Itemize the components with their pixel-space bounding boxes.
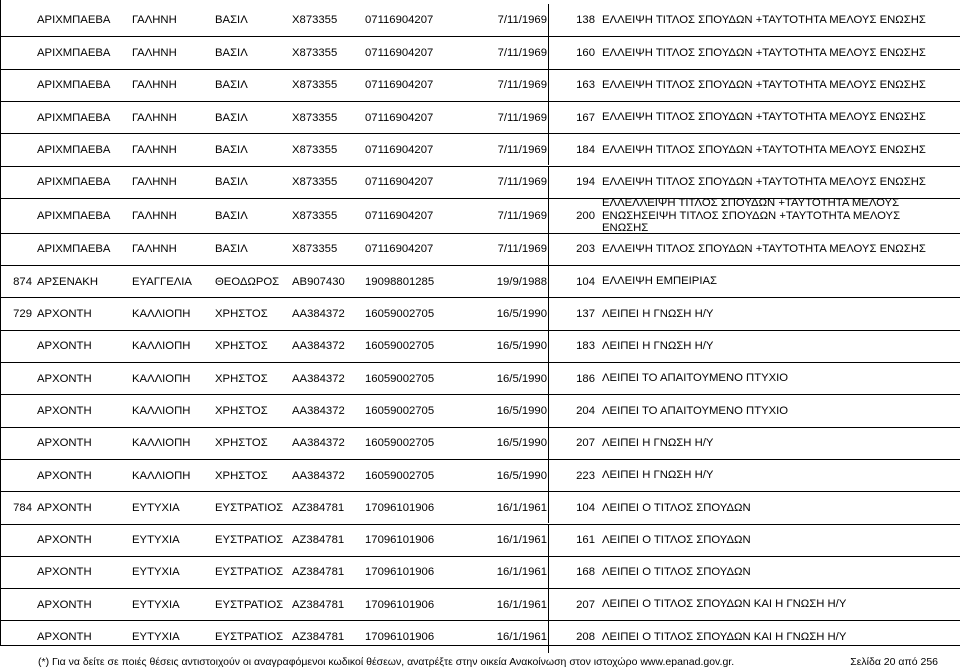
id-number-cell: ΑΖ384781 [292, 598, 345, 611]
first-name-cell: ΕΥΤΥΧΙΑ [132, 501, 180, 514]
birth-date-cell: 16/1/1961 [440, 589, 549, 620]
rejection-reason-cell: ΛΕΙΠΕΙ Ο ΤΙΤΛΟΣ ΣΠΟΥΔΩΝ [602, 501, 751, 514]
first-name-cell: ΓΑΛΗΝΗ [132, 111, 177, 124]
position-code-cell: 138 [576, 14, 595, 27]
row-id-cell [0, 460, 32, 491]
first-name-cell: ΓΑΛΗΝΗ [132, 143, 177, 156]
surname-cell: ΑΡΙΧΜΠΑΕΒΑ [37, 46, 111, 59]
row-id-cell [0, 167, 32, 198]
father-name-cell: ΧΡΗΣΤΟΣ [215, 308, 268, 321]
rejection-reason-cell: ΛΕΙΠΕΙ Ο ΤΙΤΛΟΣ ΣΠΟΥΔΩΝ [602, 566, 751, 579]
father-name-cell: ΒΑΣΙΛ [215, 14, 248, 27]
table-row [0, 233, 960, 265]
father-name-cell: ΒΑΣΙΛ [215, 176, 248, 189]
row-id-cell [0, 37, 32, 68]
surname-cell: ΑΡΙΧΜΠΑΕΒΑ [37, 176, 111, 189]
first-name-cell: ΓΑΛΗΝΗ [132, 176, 177, 189]
table-row [0, 69, 960, 101]
birth-date-cell: 16/1/1961 [440, 621, 549, 652]
rejection-reason-cell: ΛΕΙΠΕΙ Η ΓΝΩΣΗ Η/Υ [602, 436, 714, 449]
registry-number-cell: 17096101906 [365, 598, 435, 611]
registry-number-cell: 17096101906 [365, 566, 435, 579]
table-row [0, 101, 960, 133]
father-name-cell: ΧΡΗΣΤΟΣ [215, 340, 268, 353]
first-name-cell: ΓΑΛΗΝΗ [132, 243, 177, 256]
rejection-reason-cell: ΕΛΛΕΙΨΗ ΤΙΤΛΟΣ ΣΠΟΥΔΩΝ +ΤΑΥΤΟΤΗΤΑ ΜΕΛΟΥΣ ΕΝΩΣΗΣ [602, 111, 926, 124]
father-name-cell: ΒΑΣΙΛ [215, 46, 248, 59]
position-code-cell: 203 [576, 243, 595, 256]
table-row [0, 198, 960, 233]
table-row [0, 297, 960, 329]
row-id-cell [0, 589, 32, 620]
id-number-cell: Χ873355 [292, 243, 338, 256]
id-number-cell: Χ873355 [292, 143, 338, 156]
id-number-cell: Χ873355 [292, 176, 338, 189]
first-name-cell: ΕΥΤΥΧΙΑ [132, 631, 180, 644]
registry-number-cell: 16059002705 [365, 404, 435, 417]
table-row [0, 588, 960, 620]
surname-cell: ΑΡΙΧΜΠΑΕΒΑ [37, 111, 111, 124]
birth-date-cell: 16/1/1961 [440, 525, 549, 556]
id-number-cell: Χ873355 [292, 209, 338, 222]
surname-cell: ΑΡΧΟΝΤΗ [37, 372, 92, 385]
table-row [0, 133, 960, 165]
father-name-cell: ΘΕΟΔΩΡΟΣ [215, 275, 280, 288]
position-code-cell: 184 [576, 143, 595, 156]
surname-cell: ΑΡΙΧΜΠΑΕΒΑ [37, 79, 111, 92]
registry-number-cell: 07116904207 [365, 14, 434, 27]
first-name-cell: ΚΑΛΛΙΟΠΗ [132, 469, 191, 482]
registry-number-cell: 16059002705 [365, 372, 435, 385]
position-code-cell: 200 [576, 209, 595, 222]
surname-cell: ΑΡΙΧΜΠΑΕΒΑ [37, 14, 111, 27]
surname-cell: ΑΡΧΟΝΤΗ [37, 469, 92, 482]
position-code-cell: 223 [576, 469, 595, 482]
birth-date-cell: 7/11/1969 [440, 167, 549, 198]
rejection-reason-cell: ΕΛΛΕΙΨΗ ΤΙΤΛΟΣ ΣΠΟΥΔΩΝ +ΤΑΥΤΟΤΗΤΑ ΜΕΛΟΥΣ ΕΝΩΣΗΣ [602, 175, 926, 188]
id-number-cell: Χ873355 [292, 14, 338, 27]
rejection-reason-cell: ΕΛΛΕΛΛΕΙΨΗ ΤΙΤΛΟΣ ΣΠΟΥΔΩΝ +ΤΑΥΤΟΤΗΤΑ ΜΕΛΟΥΣ ΕΝΩΣΗΣΕΙΨΗ ΤΙΤΛΟΣ ΣΠΟΥΔΩΝ +ΤΑΥΤΟΤΗΤΑ ΜΕΛΟΥΣ ΕΝΩΣΗΣ [602, 197, 901, 235]
table-row [0, 524, 960, 556]
registry-number-cell: 17096101906 [365, 631, 435, 644]
table-row [0, 427, 960, 459]
birth-date-cell: 7/11/1969 [440, 4, 549, 36]
birth-date-cell: 7/11/1969 [440, 70, 549, 101]
row-id-cell [0, 102, 32, 133]
position-code-cell: 168 [576, 566, 595, 579]
position-code-cell: 183 [576, 340, 595, 353]
row-id-cell [0, 395, 32, 426]
surname-cell: ΑΡΧΟΝΤΗ [37, 340, 92, 353]
table-row [0, 362, 960, 394]
row-id-cell [0, 525, 32, 556]
surname-cell: ΑΡΧΟΝΤΗ [37, 437, 92, 450]
row-id-cell [0, 70, 32, 101]
rejection-reason-cell: ΛΕΙΠΕΙ Η ΓΝΩΣΗ Η/Υ [602, 340, 714, 353]
table-row [0, 459, 960, 491]
table-row [0, 394, 960, 426]
first-name-cell: ΕΥΤΥΧΙΑ [132, 534, 180, 547]
row-id-cell [0, 234, 32, 265]
position-code-cell: 161 [576, 534, 595, 547]
table-row [0, 4, 960, 36]
father-name-cell: ΧΡΗΣΤΟΣ [215, 404, 268, 417]
id-number-cell: Χ873355 [292, 46, 338, 59]
id-number-cell: ΑΑ384372 [292, 340, 345, 353]
birth-date-cell: 16/1/1961 [440, 492, 549, 523]
father-name-cell: ΕΥΣΤΡΑΤΙΟΣ [215, 534, 284, 547]
position-code-cell: 160 [576, 46, 595, 59]
id-number-cell: ΑΖ384781 [292, 501, 345, 514]
position-code-cell: 104 [576, 501, 595, 514]
father-name-cell: ΧΡΗΣΤΟΣ [215, 437, 268, 450]
father-name-cell: ΒΑΣΙΛ [215, 79, 248, 92]
first-name-cell: ΓΑΛΗΝΗ [132, 79, 177, 92]
table-row [0, 265, 960, 297]
id-number-cell: ΑΖ384781 [292, 566, 345, 579]
registry-number-cell: 07116904207 [365, 143, 434, 156]
birth-date-cell: 7/11/1969 [440, 234, 549, 265]
registry-number-cell: 16059002705 [365, 308, 435, 321]
rejection-reason-cell: ΕΛΛΕΙΨΗ ΤΙΤΛΟΣ ΣΠΟΥΔΩΝ +ΤΑΥΤΟΤΗΤΑ ΜΕΛΟΥΣ ΕΝΩΣΗΣ [602, 46, 926, 59]
surname-cell: ΑΡΧΟΝΤΗ [37, 501, 92, 514]
table-row [0, 491, 960, 523]
father-name-cell: ΕΥΣΤΡΑΤΙΟΣ [215, 566, 284, 579]
registry-number-cell: 16059002705 [365, 437, 435, 450]
table-row [0, 330, 960, 362]
rejection-reason-cell: ΕΛΛΕΙΨΗ ΤΙΤΛΟΣ ΣΠΟΥΔΩΝ +ΤΑΥΤΟΤΗΤΑ ΜΕΛΟΥΣ ΕΝΩΣΗΣ [602, 78, 926, 91]
birth-date-cell: 7/11/1969 [440, 102, 549, 133]
father-name-cell: ΕΥΣΤΡΑΤΙΟΣ [215, 598, 284, 611]
first-name-cell: ΚΑΛΛΙΟΠΗ [132, 308, 191, 321]
birth-date-cell: 19/9/1988 [440, 266, 549, 297]
rejection-reason-cell: ΛΕΙΠΕΙ Η ΓΝΩΣΗ Η/Υ [602, 469, 714, 482]
surname-cell: ΑΡΧΟΝΤΗ [37, 566, 92, 579]
first-name-cell: ΓΑΛΗΝΗ [132, 46, 177, 59]
table-row [0, 36, 960, 68]
birth-date-cell: 7/11/1969 [440, 199, 549, 233]
father-name-cell: ΕΥΣΤΡΑΤΙΟΣ [215, 631, 284, 644]
birth-date-cell: 16/5/1990 [440, 331, 549, 362]
row-id-cell: 729 [13, 308, 32, 321]
row-id-cell [0, 557, 32, 588]
birth-date-cell: 16/5/1990 [440, 460, 549, 491]
first-name-cell: ΓΑΛΗΝΗ [132, 209, 177, 222]
registry-number-cell: 07116904207 [365, 46, 434, 59]
surname-cell: ΑΡΧΟΝΤΗ [37, 631, 92, 644]
birth-date-cell: 7/11/1969 [440, 37, 549, 68]
id-number-cell: ΑΑ384372 [292, 372, 345, 385]
first-name-cell: ΚΑΛΛΙΟΠΗ [132, 340, 191, 353]
rejection-reason-cell: ΕΛΛΕΙΨΗ ΤΙΤΛΟΣ ΣΠΟΥΔΩΝ +ΤΑΥΤΟΤΗΤΑ ΜΕΛΟΥΣ ΕΝΩΣΗΣ [602, 13, 926, 26]
surname-cell: ΑΡΙΧΜΠΑΕΒΑ [37, 243, 111, 256]
first-name-cell: ΕΥΤΥΧΙΑ [132, 566, 180, 579]
father-name-cell: ΒΑΣΙΛ [215, 209, 248, 222]
position-code-cell: 186 [576, 372, 595, 385]
id-number-cell: Χ873355 [292, 79, 338, 92]
rejection-reason-cell: ΛΕΙΠΕΙ Ο ΤΙΤΛΟΣ ΣΠΟΥΔΩΝ ΚΑΙ Η ΓΝΩΣΗ Η/Υ [602, 630, 847, 643]
first-name-cell: ΚΑΛΛΙΟΠΗ [132, 404, 191, 417]
id-number-cell: ΑΑ384372 [292, 437, 345, 450]
rejection-reason-cell: ΕΛΛΕΙΨΗ ΕΜΠΕΙΡΙΑΣ [602, 275, 718, 288]
page-footer [0, 645, 960, 669]
position-code-cell: 104 [576, 275, 595, 288]
first-name-cell: ΕΥΤΥΧΙΑ [132, 598, 180, 611]
birth-date-cell: 7/11/1969 [440, 134, 549, 165]
registry-number-cell: 07116904207 [365, 243, 434, 256]
surname-cell: ΑΡΧΟΝΤΗ [37, 404, 92, 417]
first-name-cell: ΕΥΑΓΓΕΛΙΑ [132, 275, 192, 288]
id-number-cell: ΑΑ384372 [292, 469, 345, 482]
registry-number-cell: 19098801285 [365, 275, 435, 288]
surname-cell: ΑΡΙΧΜΠΑΕΒΑ [37, 209, 111, 222]
birth-date-cell: 16/5/1990 [440, 428, 549, 459]
footer-note: (*) Για να δείτε σε ποιές θέσεις αντιστοιχούν οι αναγραφόμενοι κωδικοί θέσεων, ανατρέξτε στην οικεία Ανακοίνωση στον ιστοχώρο www.epanad.gov.gr. [38, 656, 735, 668]
registry-number-cell: 07116904207 [365, 79, 434, 92]
surname-cell: ΑΡΧΟΝΤΗ [37, 308, 92, 321]
position-code-cell: 207 [576, 437, 595, 450]
position-code-cell: 207 [576, 598, 595, 611]
id-number-cell: ΑΑ384372 [292, 404, 345, 417]
rejection-reason-cell: ΛΕΙΠΕΙ Ο ΤΙΤΛΟΣ ΣΠΟΥΔΩΝ ΚΑΙ Η ΓΝΩΣΗ Η/Υ [602, 598, 847, 611]
id-number-cell: Χ873355 [292, 111, 338, 124]
birth-date-cell: 16/5/1990 [440, 395, 549, 426]
birth-date-cell: 16/5/1990 [440, 298, 549, 329]
table-row [0, 166, 960, 198]
row-id-cell [0, 363, 32, 394]
surname-cell: ΑΡΧΟΝΤΗ [37, 534, 92, 547]
first-name-cell: ΓΑΛΗΝΗ [132, 14, 177, 27]
father-name-cell: ΧΡΗΣΤΟΣ [215, 469, 268, 482]
row-id-cell [0, 199, 32, 233]
id-number-cell: ΑΒ907430 [292, 275, 345, 288]
father-name-cell: ΒΑΣΙΛ [215, 143, 248, 156]
rejection-reason-cell: ΛΕΙΠΕΙ Η ΓΝΩΣΗ Η/Υ [602, 307, 714, 320]
surname-cell: ΑΡΣΕΝΑΚΗ [37, 275, 98, 288]
id-number-cell: ΑΖ384781 [292, 631, 345, 644]
registry-number-cell: 07116904207 [365, 111, 434, 124]
rejection-reason-cell: ΕΛΛΕΙΨΗ ΤΙΤΛΟΣ ΣΠΟΥΔΩΝ +ΤΑΥΤΟΤΗΤΑ ΜΕΛΟΥΣ ΕΝΩΣΗΣ [602, 243, 926, 256]
surname-cell: ΑΡΧΟΝΤΗ [37, 598, 92, 611]
father-name-cell: ΕΥΣΤΡΑΤΙΟΣ [215, 501, 284, 514]
first-name-cell: ΚΑΛΛΙΟΠΗ [132, 437, 191, 450]
position-code-cell: 137 [576, 308, 595, 321]
rejection-reason-cell: ΕΛΛΕΙΨΗ ΤΙΤΛΟΣ ΣΠΟΥΔΩΝ +ΤΑΥΤΟΤΗΤΑ ΜΕΛΟΥΣ ΕΝΩΣΗΣ [602, 143, 926, 156]
rejection-reason-cell: ΛΕΙΠΕΙ ΤΟ ΑΠΑΙΤΟΥΜΕΝΟ ΠΤΥΧΙΟ [602, 404, 789, 417]
rejection-reason-cell: ΛΕΙΠΕΙ ΤΟ ΑΠΑΙΤΟΥΜΕΝΟ ΠΤΥΧΙΟ [602, 372, 789, 385]
row-id-cell: 784 [13, 501, 32, 514]
table-row [0, 556, 960, 588]
birth-date-cell: 16/5/1990 [440, 363, 549, 394]
registry-number-cell: 17096101906 [365, 501, 435, 514]
position-code-cell: 167 [576, 111, 595, 124]
father-name-cell: ΒΑΣΙΛ [215, 243, 248, 256]
rejection-reason-cell: ΛΕΙΠΕΙ Ο ΤΙΤΛΟΣ ΣΠΟΥΔΩΝ [602, 533, 751, 546]
position-code-cell: 208 [576, 631, 595, 644]
father-name-cell: ΒΑΣΙΛ [215, 111, 248, 124]
registry-number-cell: 17096101906 [365, 534, 435, 547]
row-id-cell [0, 134, 32, 165]
registry-number-cell: 07116904207 [365, 209, 434, 222]
registry-number-cell: 16059002705 [365, 340, 435, 353]
id-number-cell: ΑΖ384781 [292, 534, 345, 547]
position-code-cell: 204 [576, 404, 595, 417]
id-number-cell: ΑΑ384372 [292, 308, 345, 321]
row-id-cell: 874 [13, 275, 32, 288]
birth-date-cell: 16/1/1961 [440, 557, 549, 588]
row-id-cell [0, 4, 32, 36]
row-id-cell [0, 428, 32, 459]
position-code-cell: 163 [576, 79, 595, 92]
page-number: Σελίδα 20 από 256 [850, 656, 938, 668]
surname-cell: ΑΡΙΧΜΠΑΕΒΑ [37, 143, 111, 156]
first-name-cell: ΚΑΛΛΙΟΠΗ [132, 372, 191, 385]
registry-number-cell: 16059002705 [365, 469, 435, 482]
registry-number-cell: 07116904207 [365, 176, 434, 189]
position-code-cell: 194 [576, 176, 595, 189]
father-name-cell: ΧΡΗΣΤΟΣ [215, 372, 268, 385]
table-left-border [0, 0, 1, 645]
row-id-cell [0, 331, 32, 362]
